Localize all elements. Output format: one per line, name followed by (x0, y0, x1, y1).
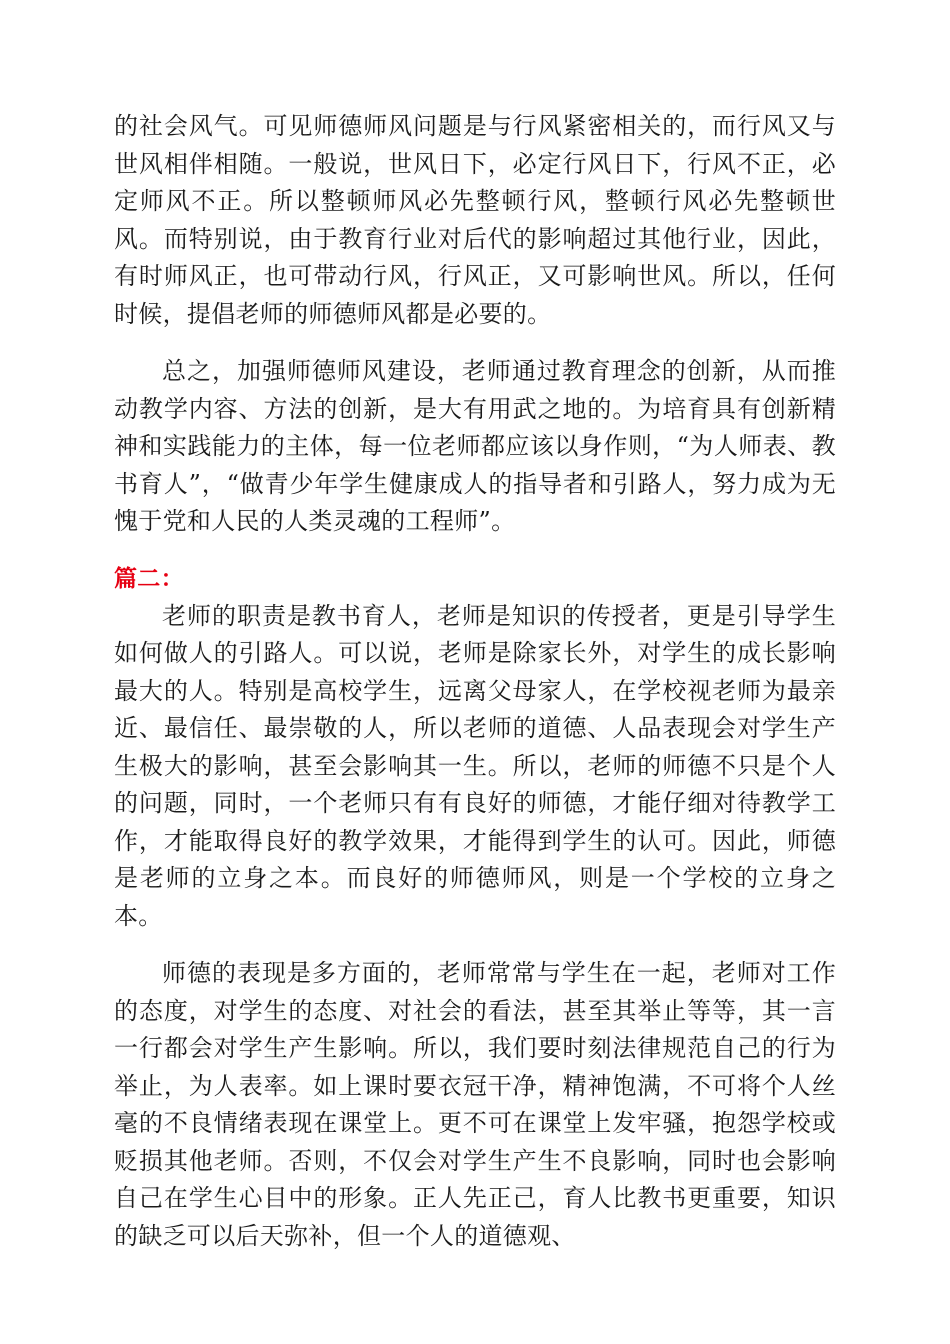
paragraph-ethics-expression: 师德的表现是多方面的，老师常常与学生在一起，老师对工作的态度，对学生的态度、对社会的看法，甚至其举止等等，其一言一行都会对学生产生影响。所以，我们要时刻法律规范自己的行为举止，为人表率。如上课时要衣冠干净，精神饱满，不可将个人丝毫的不良情绪表现在课堂上。更不可在课堂上发牢骚，抱怨学校或贬损其他老师。否则，不仅会对学生产生不良影响，同时也会影响自己在学生心目中的形象。正人先正己，育人比教书更重要，知识的缺乏可以后天弥补，但一个人的道德观、 (114, 959, 836, 1250)
section-heading: 篇二： (114, 565, 184, 592)
document-body (114, 108, 836, 1275)
paragraph-teacher-duty: 老师的职责是教书育人，老师是知识的传授者，更是引导学生如何做人的引路人。可以说，老师是除家长外，对学生的成长影响最大的人。特别是高校学生，远离父母家人，在学校视老师为最亲近、最信任、最崇敬的人，所以老师的道德、人品表现会对学生产生极大的影响，甚至会影响其一生。所以，老师的师德不只是个人的问题，同时，一个老师只有有良好的师德，才能仔细对待教学工作，才能取得良好的教学效果，才能得到学生的认可。因此，师德是老师的立身之本。而良好的师德师风，则是一个学校的立身之本。 (114, 601, 836, 930)
paragraph-conclusion: 总之，加强师德师风建设，老师通过教育理念的创新，从而推动教学内容、方法的创新，是大有用武之地的。为培育具有创新精神和实践能力的主体，每一位老师都应该以身作则，“为人师表、教书育人”，“做青少年学生健康成人的指导者和引路人，努力成为无愧于党和人民的人类灵魂的工程师”。 (114, 357, 836, 535)
paragraph-social-atmosphere: 的社会风气。可见师德师风问题是与行风紧密相关的，而行风又与世风相伴相随。一般说，世风日下，必定行风日下，行风不正，必定师风不正。所以整顿师风必先整顿行风，整顿行风必先整顿世风。而特别说，由于教育行业对后代的影响超过其他行业，因此，有时师风正，也可带动行风，行风正，又可影响世风。所以，任何时候，提倡老师的师德师风都是必要的。 (114, 112, 836, 328)
